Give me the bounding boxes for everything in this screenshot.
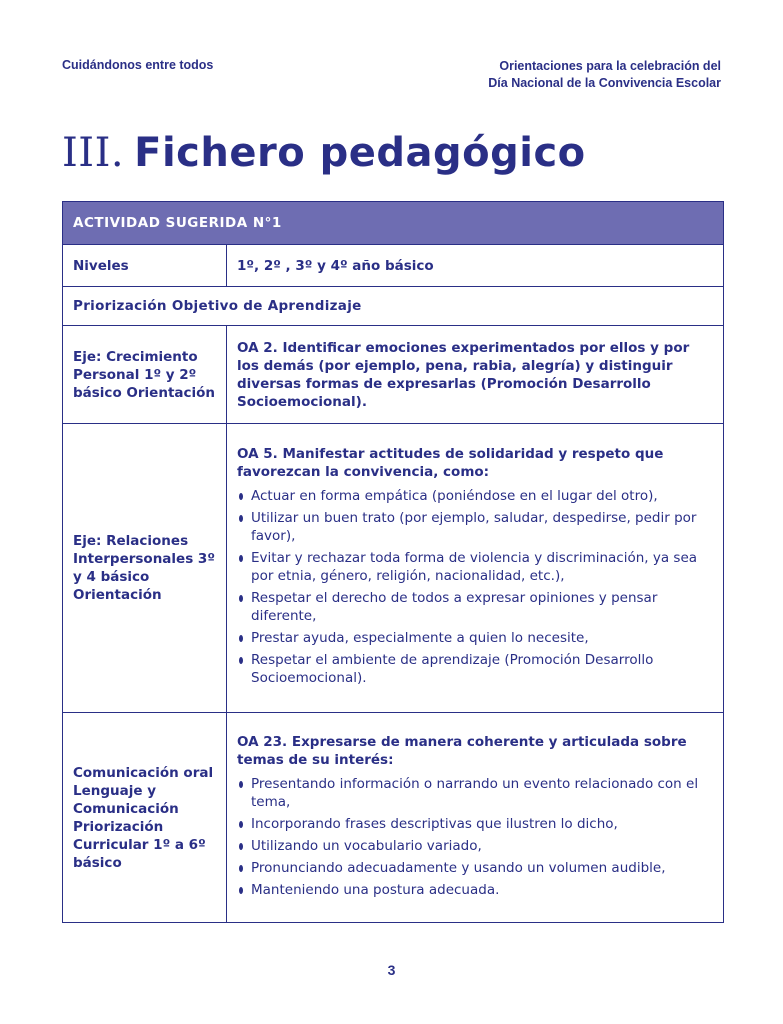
list-item: Evitar y rechazar toda forma de violencia y discriminación, ya sea por etnia, género, religión, nacionalidad, etc.),: [237, 549, 713, 585]
axis-label-cell: Comunicación oral Lenguaje y Comunicación Priorización Curricular 1º a 6º básico: [63, 713, 227, 923]
list-item: Actuar en forma empática (poniéndose en el lugar del otro),: [237, 487, 713, 505]
page-title: [62, 130, 586, 176]
list-item: Respetar el ambiente de aprendizaje (Promoción Desarrollo Socioemocional).: [237, 651, 713, 687]
activity-table: [62, 201, 724, 923]
objective-list: [237, 775, 713, 899]
objective-cell: [227, 713, 724, 923]
objective-cell: [227, 424, 724, 713]
table-row: [63, 713, 724, 923]
running-header-right: [488, 58, 721, 92]
list-item: Utilizando un vocabulario variado,: [237, 837, 713, 855]
table-row: [63, 424, 724, 713]
niveles-label: Niveles: [63, 245, 227, 287]
table-row: [63, 326, 724, 424]
priorizacion-cell: Priorización Objetivo de Aprendizaje: [63, 287, 724, 326]
page-number: 3: [387, 962, 396, 978]
objective-cell: [227, 326, 724, 424]
running-header-right-line1: Orientaciones para la celebración del: [499, 59, 721, 73]
list-item: Utilizar un buen trato (por ejemplo, saludar, despedirse, pedir por favor),: [237, 509, 713, 545]
list-item: Incorporando frases descriptivas que ilustren lo dicho,: [237, 815, 713, 833]
list-item: Prestar ayuda, especialmente a quien lo necesite,: [237, 629, 713, 647]
list-item: Pronunciando adecuadamente y usando un volumen audible,: [237, 859, 713, 877]
running-header-right-line2: Día Nacional de la Convivencia Escolar: [488, 76, 721, 90]
objective-list: [237, 487, 713, 687]
objective-text: OA 23. Expresarse de manera coherente y articulada sobre temas de su interés:: [237, 733, 687, 768]
axis-label-cell: Eje: Crecimiento Personal 1º y 2º básico Orientación: [63, 326, 227, 424]
activity-header-row: [63, 202, 724, 245]
priorizacion-row: [63, 287, 724, 326]
list-item: Manteniendo una postura adecuada.: [237, 881, 713, 899]
niveles-row: [63, 245, 724, 287]
list-item: Respetar el derecho de todos a expresar opiniones y pensar diferente,: [237, 589, 713, 625]
objective-text: OA 5. Manifestar actitudes de solidaridad y respeto que favorezcan la convivencia, como:: [237, 446, 664, 480]
section-title-text: Fichero pedagógico: [134, 130, 586, 176]
objective-text: OA 2. Identificar emociones experimentados por ellos y por los demás (por ejemplo, pena, rabia, alegría) y distinguir diversas formas de expresarlas (Promoción Desarrollo Socioemocional).: [237, 339, 690, 410]
activity-header-cell: ACTIVIDAD SUGERIDA N°1: [63, 202, 724, 245]
section-roman-numeral: III.: [62, 130, 125, 176]
list-item: Presentando información o narrando un evento relacionado con el tema,: [237, 775, 713, 811]
niveles-value: 1º, 2º , 3º y 4º año básico: [227, 245, 724, 287]
running-header-left: Cuidándonos entre todos: [62, 58, 214, 72]
axis-label-cell: Eje: Relaciones Interpersonales 3º y 4 básico Orientación: [63, 424, 227, 713]
